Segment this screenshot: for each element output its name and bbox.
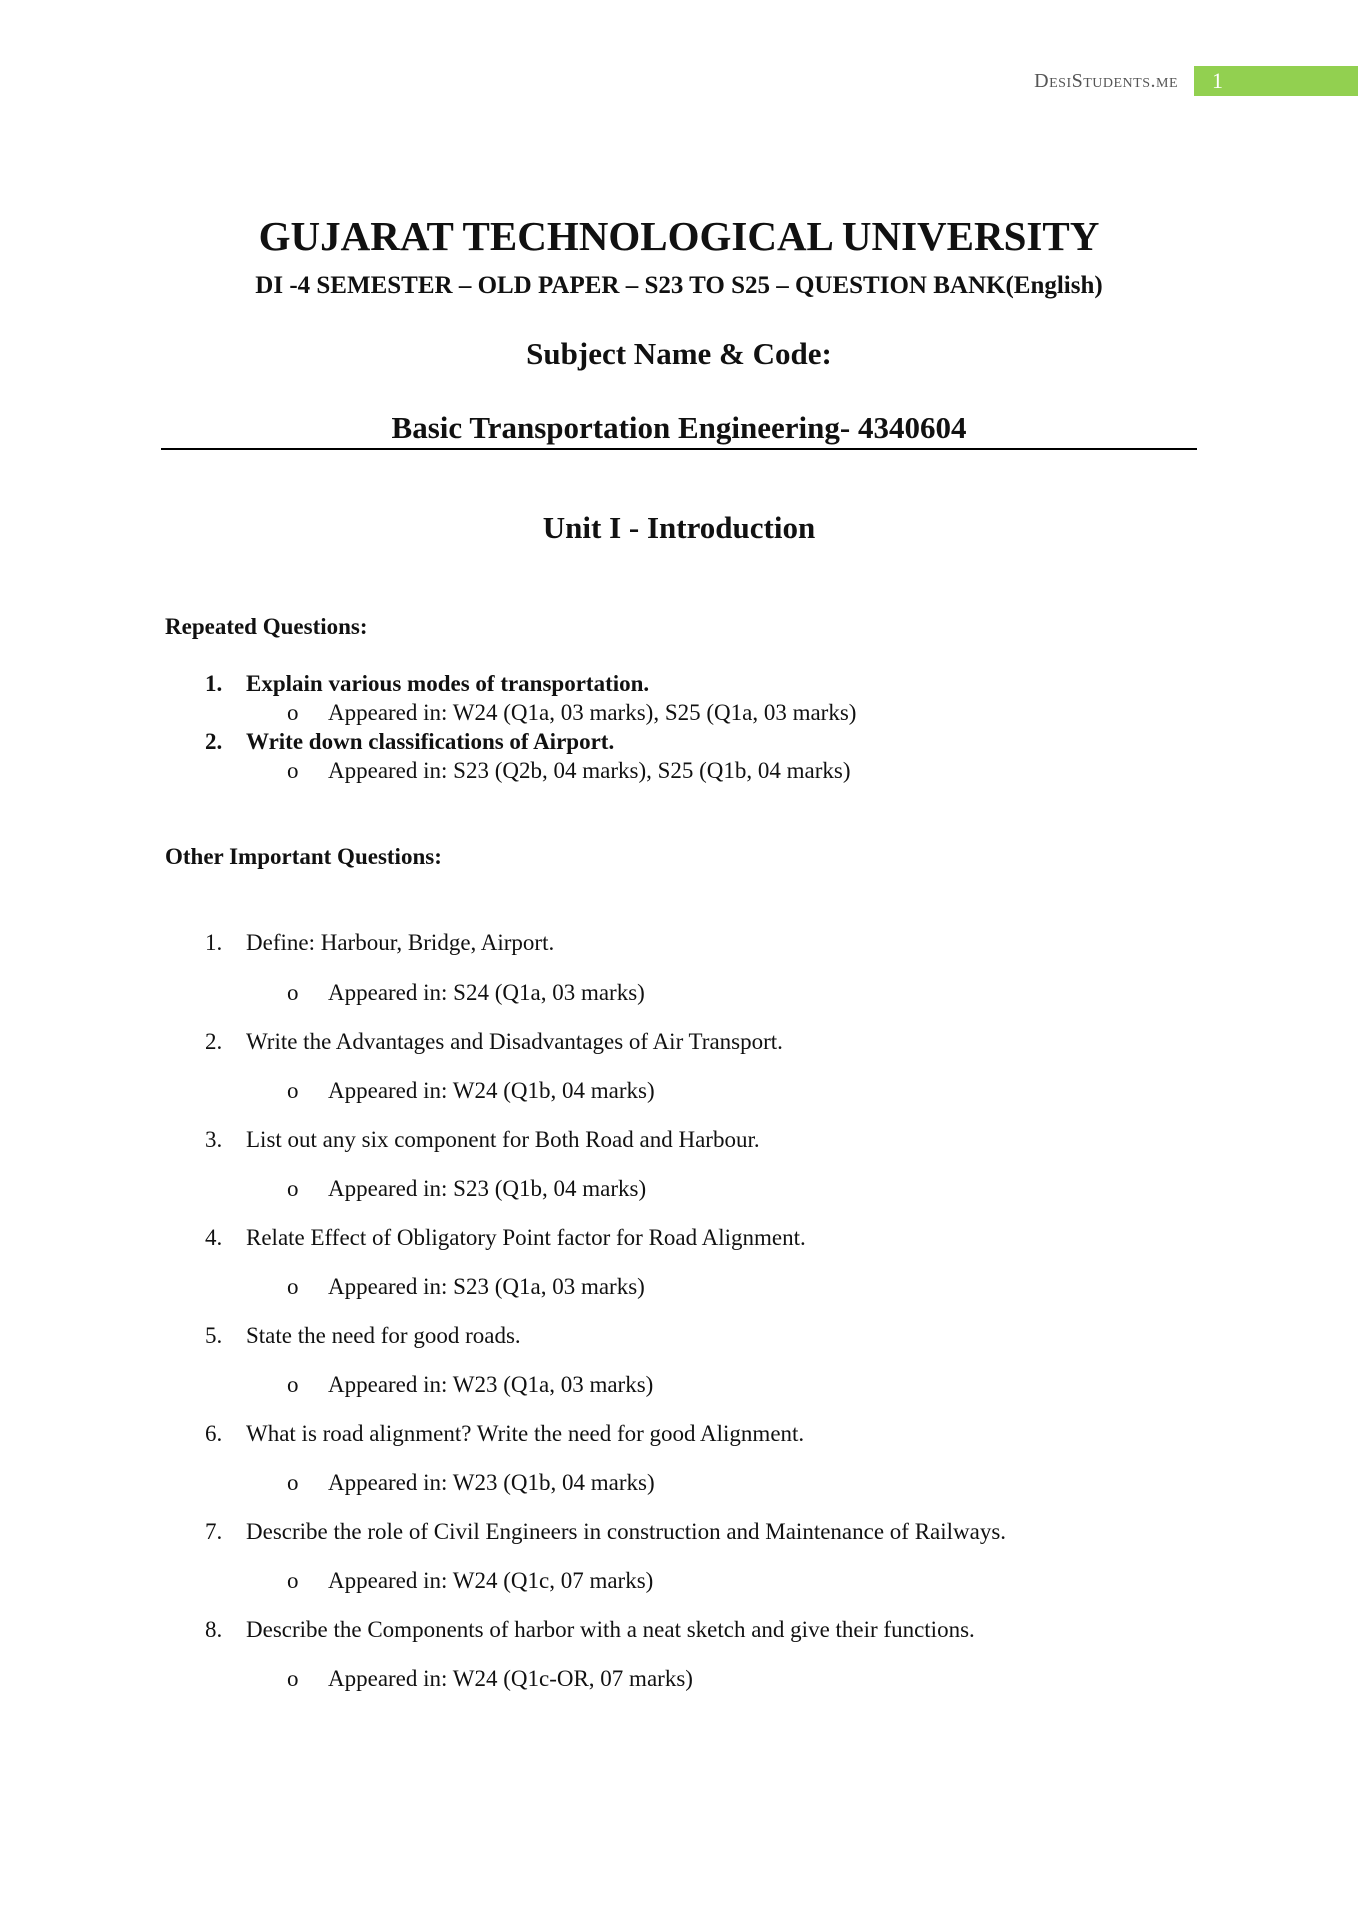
question-text: Write the Advantages and Disadvantages of Air Transport. (246, 1029, 783, 1054)
question-number: 6. (205, 1421, 223, 1446)
university-title: GUJARAT TECHNOLOGICAL UNIVERSITY (258, 213, 1100, 259)
question-number: 2. (205, 1029, 223, 1054)
question-text: Explain various modes of transportation. (246, 671, 650, 696)
bullet: o (287, 980, 299, 1005)
page-number-badge (1194, 66, 1358, 96)
question-number: 8. (205, 1617, 223, 1642)
bullet: o (287, 1666, 299, 1691)
site-name: DesiStudents.me (1034, 69, 1178, 92)
bullet: o (287, 1470, 299, 1495)
appearance-text: Appeared in: S24 (Q1a, 03 marks) (328, 980, 645, 1005)
bullet: o (287, 1176, 299, 1201)
question-number: 3. (205, 1127, 223, 1152)
bullet: o (287, 700, 299, 725)
bullet: o (287, 1372, 299, 1397)
subject-label: Subject Name & Code: (526, 336, 832, 371)
appearance-text: Appeared in: W23 (Q1b, 04 marks) (328, 1470, 655, 1495)
appearance-text: Appeared in: W24 (Q1a, 03 marks), S25 (Q1a, 03 marks) (328, 700, 857, 725)
question-text: List out any six component for Both Road and Harbour. (246, 1127, 760, 1152)
unit-title: Unit I - Introduction (542, 510, 816, 545)
semester-line: DI -4 SEMESTER – OLD PAPER – S23 TO S25 – QUESTION BANK(English) (255, 272, 1103, 299)
title-divider (161, 448, 1197, 450)
question-text: Describe the Components of harbor with a neat sketch and give their functions. (246, 1617, 975, 1642)
page-header (1034, 66, 1358, 96)
question-text: Relate Effect of Obligatory Point factor for Road Alignment. (246, 1225, 806, 1250)
other-questions-heading: Other Important Questions: (165, 844, 442, 869)
question-text: Write down classifications of Airport. (246, 729, 615, 754)
question-number: 4. (205, 1225, 223, 1250)
question-text: Define: Harbour, Bridge, Airport. (246, 930, 555, 955)
question-text: Describe the role of Civil Engineers in construction and Maintenance of Railways. (246, 1519, 1007, 1544)
appearance-text: Appeared in: W24 (Q1b, 04 marks) (328, 1078, 655, 1103)
page-number: 1 (1212, 68, 1223, 93)
subject-name: Basic Transportation Engineering- 4340604 (391, 410, 967, 445)
bullet: o (287, 1568, 299, 1593)
appearance-text: Appeared in: W24 (Q1c-OR, 07 marks) (328, 1666, 693, 1691)
question-text: State the need for good roads. (246, 1323, 521, 1348)
bullet: o (287, 758, 299, 783)
bullet: o (287, 1274, 299, 1299)
appearance-text: Appeared in: S23 (Q1b, 04 marks) (328, 1176, 647, 1201)
appearance-text: Appeared in: S23 (Q1a, 03 marks) (328, 1274, 645, 1299)
question-number: 1. (205, 671, 223, 696)
appearance-text: Appeared in: W24 (Q1c, 07 marks) (328, 1568, 654, 1593)
repeated-questions-heading: Repeated Questions: (165, 614, 368, 639)
question-number: 5. (205, 1323, 223, 1348)
question-text: What is road alignment? Write the need for good Alignment. (246, 1421, 805, 1446)
question-number: 1. (205, 930, 223, 955)
appearance-text: Appeared in: W23 (Q1a, 03 marks) (328, 1372, 654, 1397)
question-number: 2. (205, 729, 223, 754)
question-number: 7. (205, 1519, 223, 1544)
bullet: o (287, 1078, 299, 1103)
appearance-text: Appeared in: S23 (Q2b, 04 marks), S25 (Q1b, 04 marks) (328, 758, 851, 783)
